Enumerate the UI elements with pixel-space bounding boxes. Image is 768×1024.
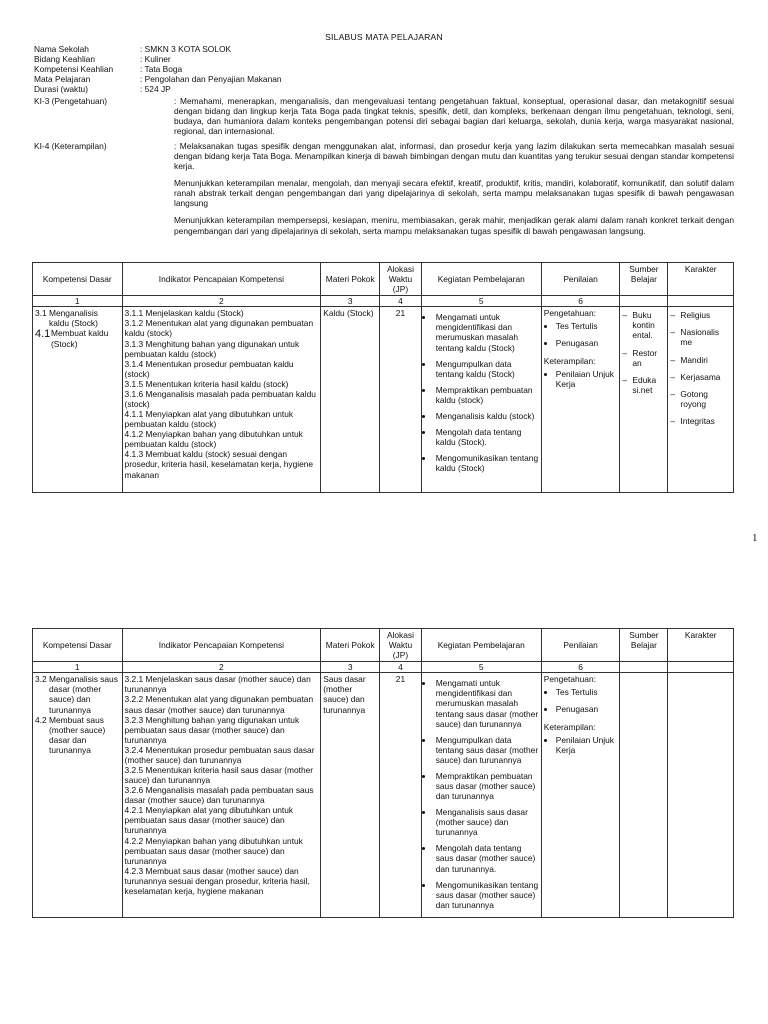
ipk-item: 4.1.2 Menyiapkan bahan yang dibutuhkan untuk pembuatan kaldu (stock) (124, 429, 303, 450)
meta-row (34, 84, 734, 94)
header-ipk: Indikator Pencapaian Kompetensi (122, 629, 321, 662)
column-number: 1 (33, 662, 123, 673)
ipk-item: 4.1.1 Menyiapkan alat yang dibutuhkan untuk pembuatan kaldu (stock) (124, 409, 294, 430)
ki4-paragraph: Menunjukkan keterampilan mempersepsi, kesiapan, meniru, membiasakan, gerak mahir, menjadikan gerak alami dalam ranah konkret terkait dengan pengembangan dari yang dipelajarinya di sekolah, serta mampu melaksanakan tugas spesifik di bawah pengawasan langsung. (174, 215, 734, 236)
header-materi: Materi Pokok (321, 629, 380, 662)
meta-value: : 524 JP (140, 84, 171, 95)
table-row (33, 673, 734, 918)
materi-cell: Saus dasar (mother sauce) dan turunannya (321, 673, 380, 918)
penilaian-item: • Tes Tertulis (556, 321, 618, 331)
kd-item (35, 715, 120, 755)
ki4-text (174, 141, 734, 243)
column-number: 1 (33, 296, 123, 307)
sumber-cell (620, 307, 668, 493)
column-number-row (33, 662, 734, 673)
meta-value: : Pengolahan dan Penyajian Makanan (140, 74, 282, 85)
karakter-item: – Religius (670, 310, 731, 320)
kd-item (35, 328, 120, 348)
penilaian-pengetahuan-label: Pengetahuan: (543, 674, 596, 685)
karakter-item: – Nasionalis me (670, 327, 731, 347)
column-number: 5 (421, 296, 541, 307)
syllabus-table-2 (32, 628, 734, 918)
kd-text: Menganalisis kaldu (Stock) (49, 308, 98, 329)
header-penilaian: Penilaian (541, 629, 620, 662)
ki4-block (34, 141, 734, 243)
penilaian-item: • Tes Tertulis (556, 687, 618, 697)
column-number (620, 296, 668, 307)
meta-label: Mata Pelajaran (34, 74, 91, 85)
ki3-text (174, 96, 734, 143)
penilaian-item: • Penugasan (556, 704, 618, 714)
ipk-cell (122, 307, 321, 493)
ipk-item: 3.2.6 Menganalisis masalah pada pembuatan saus dasar (mother sauce) dan turunannya (124, 785, 314, 806)
kegiatan-item: • Menganalisis kaldu (stock) (434, 411, 539, 421)
penilaian-keterampilan-label: Keterampilan: (543, 355, 596, 366)
page-number: 1 (752, 532, 758, 544)
meta-label: Bidang Keahlian (34, 54, 96, 65)
kegiatan-item: • Mengomunikasikan tentang kaldu (Stock) (434, 453, 539, 473)
kd-number: 4.1 (35, 328, 51, 341)
kd-number: 3.2 (35, 674, 47, 685)
meta-label: Durasi (waktu) (34, 84, 88, 95)
ipk-item: 3.2.2 Menentukan alat yang digunakan pembuatan saus dasar (mother sauce) dan turunannya (124, 694, 314, 715)
header-alokasi: Alokasi Waktu (JP) (380, 629, 421, 662)
ipk-item: 3.1.4 Menentukan prosedur pembuatan kaldu (stock) (124, 358, 294, 379)
meta-row (34, 64, 734, 74)
column-number (668, 662, 734, 673)
materi-cell: Kaldu (Stock) (321, 307, 380, 493)
ipk-item: 3.1.3 Menghitung bahan yang digunakan untuk pembuatan kaldu (stock) (124, 338, 300, 359)
header-kegiatan: Kegiatan Pembelajaran (421, 263, 541, 296)
ipk-item: 3.1.1 Menjelaskan kaldu (Stock) (124, 308, 244, 319)
kd-item (35, 674, 120, 714)
kegiatan-item: • Menganalisis saus dasar (mother sauce) dan turunannya (434, 807, 539, 837)
ipk-item: 3.1.6 Menganalisis masalah pada pembuatan kaldu (stock) (124, 388, 316, 410)
penilaian-item: • Penilaian Unjuk Kerja (556, 369, 618, 389)
header-kegiatan: Kegiatan Pembelajaran (421, 629, 541, 662)
column-number: 2 (122, 662, 321, 673)
ipk-item: 3.2.4 Menentukan prosedur pembuatan saus dasar (mother sauce) dan turunannya (124, 744, 315, 765)
ipk-item: 3.2.5 Menentukan kriteria hasil saus dasar (mother sauce) dan turunannya (124, 765, 314, 786)
document-title: SILABUS MATA PELAJARAN (325, 32, 443, 42)
column-number: 3 (321, 662, 380, 673)
meta-label: Kompetensi Keahlian (34, 64, 114, 75)
document-page-2 (0, 590, 768, 1024)
ipk-item: 4.2.3 Membuat saus dasar (mother sauce) dan turunannya sesuai dengan prosedur, kriteria hasil, keselamatan kerja, hygiene makanan (124, 865, 310, 896)
kegiatan-cell (421, 307, 541, 493)
kegiatan-item: • Mengumpulkan data tentang kaldu (Stock) (434, 359, 539, 379)
column-number: 4 (380, 296, 421, 307)
kegiatan-item: • Mengolah data tentang kaldu (Stock). (434, 427, 539, 447)
column-number: 4 (380, 662, 421, 673)
kd-number: 4.2 (35, 714, 47, 725)
penilaian-keterampilan-label: Keterampilan: (543, 721, 596, 732)
header-sumber: Sumber Belajar (620, 263, 668, 296)
header-kd: Kompetensi Dasar (33, 629, 123, 662)
table-header-row (33, 629, 734, 662)
kegiatan-item: • Mengumpulkan data tentang saus dasar (mother sauce) dan turunannya (434, 735, 539, 765)
meta-row (34, 74, 734, 84)
ipk-item: 4.2.1 Menyiapkan alat yang dibutuhkan untuk pembuatan saus dasar (mother sauce) dan turunannya (124, 805, 294, 836)
penilaian-pengetahuan-label: Pengetahuan: (543, 308, 596, 319)
meta-value: : Tata Boga (140, 64, 183, 75)
kd-number: 3.1 (35, 308, 47, 319)
kd-text: Membuat saus (mother sauce) dasar dan turunannya (49, 714, 106, 755)
ipk-item: 3.1.5 Menentukan kriteria hasil kaldu (stock) (124, 378, 289, 389)
kd-cell (33, 673, 123, 918)
sumber-item: – Eduka si.net (622, 375, 665, 395)
karakter-cell (668, 307, 734, 493)
header-materi: Materi Pokok (321, 263, 380, 296)
kegiatan-item: • Mempraktikan pembuatan saus dasar (mother sauce) dan turunannya (434, 771, 539, 801)
penilaian-item: • Penugasan (556, 338, 618, 348)
column-number: 5 (421, 662, 541, 673)
ipk-item: 4.2.2 Menyiapkan bahan yang dibutuhkan untuk pembuatan saus dasar (mother sauce) dan turunannya (124, 835, 303, 866)
header-kd: Kompetensi Dasar (33, 263, 123, 296)
ipk-item: 4.1.3 Membuat kaldu (stock) sesuai dengan prosedur, kriteria hasil, keselamatan kerja, hygiene makanan (124, 449, 314, 480)
ipk-item: 3.2.1 Menjelaskan saus dasar (mother sauce) dan turunannya (124, 674, 311, 695)
kegiatan-cell (421, 673, 541, 918)
karakter-item: – Integritas (670, 416, 731, 426)
kd-text: Membuat kaldu (Stock) (51, 328, 109, 349)
ipk-item: 3.1.2 Menentukan alat yang digunakan pembuatan kaldu (stock) (124, 318, 314, 339)
meta-row (34, 44, 734, 54)
meta-label: Nama Sekolah (34, 44, 89, 54)
kegiatan-item: • Mengamati untuk mengidentifikasi dan merumuskan masalah tentang saus dasar (mother sauce) dan turunannya (434, 678, 539, 728)
meta-value: : Kuliner (140, 54, 171, 65)
ipk-cell (122, 673, 321, 918)
header-karakter: Karakter (668, 629, 734, 662)
alokasi-cell: 21 (380, 673, 421, 918)
kegiatan-item: • Mengolah data tentang saus dasar (mother sauce) dan turunannya. (434, 843, 539, 873)
karakter-item: – Mandiri (670, 355, 731, 365)
kegiatan-item: • Mengomunikasikan tentang saus dasar (mother sauce) dan turunannya (434, 880, 539, 910)
header-alokasi: Alokasi Waktu (JP) (380, 263, 421, 296)
ki4-paragraph: Menunjukkan keterampilan menalar, mengolah, dan menyaji secara efektif, kreatif, produktif, kritis, mandiri, kolaboratif, komunikatif, dan solutif dalam ranah abstrak terkait dengan pengembangan dari yang dipelajarinya di sekolah, serta mampu melaksanakan tugas spesifik di bawah pengawasan langsung (174, 178, 734, 209)
sumber-cell (620, 673, 668, 918)
penilaian-item: • Penilaian Unjuk Kerja (556, 735, 618, 755)
meta-row (34, 54, 734, 64)
kegiatan-item: • Mempraktikan pembuatan kaldu (stock) (434, 385, 539, 405)
ki3-label: KI-3 (Pengetahuan) (34, 96, 108, 106)
column-number (668, 296, 734, 307)
ki3-block (34, 96, 734, 143)
ki4-paragraph: : Melaksanakan tugas spesifik dengan menggunakan alat, informasi, dan prosedur kerja yang lazim dilakukan serta memecahkan masalah sesuai dengan bidang kerja Tata Boga. Menampilkan kinerja di bawah bimbingan dengan mutu dan kuantitas yang terukur sesuai dengan standar kompetensi kerja. (174, 141, 734, 172)
ipk-item: 3.2.3 Menghitung bahan yang digunakan untuk pembuatan saus dasar (mother sauce) dan turunannya (124, 714, 300, 745)
column-number (620, 662, 668, 673)
sumber-item: – Restor an (622, 348, 665, 368)
header-penilaian: Penilaian (541, 263, 620, 296)
kd-cell (33, 307, 123, 493)
header-sumber: Sumber Belajar (620, 629, 668, 662)
header-karakter: Karakter (668, 263, 734, 296)
penilaian-cell (541, 673, 620, 918)
column-number: 6 (541, 296, 620, 307)
karakter-item: – Gotong royong (670, 389, 731, 409)
column-number: 3 (321, 296, 380, 307)
sumber-item: – Buku kontin ental. (622, 310, 665, 340)
ki3-paragraph: : Memahami, menerapkan, menganalisis, dan mengevaluasi tentang pengetahuan faktual, konseptual, operasional dasar, dan metakognitif sesuai dengan bidang dan lingkup kerja Tata Boga pada tingkat teknis, spesifik, detil, dan kompleks, berkenaan dengan ilmu pengetahuan, teknologi, seni, budaya, dan humaniora dalam konteks pengembangan potensi diri sebagai bagian dari keluarga, sekolah, dunia kerja, warga masyarakat nasional, regional, dan internasional. (174, 96, 734, 137)
column-number: 2 (122, 296, 321, 307)
table-header-row (33, 263, 734, 296)
alokasi-cell: 21 (380, 307, 421, 493)
header-ipk: Indikator Pencapaian Kompetensi (122, 263, 321, 296)
syllabus-table-1 (32, 262, 734, 493)
table-row (33, 307, 734, 493)
school-info (34, 44, 734, 94)
karakter-cell (668, 673, 734, 918)
kegiatan-item: • Mengamati untuk mengidentifikasi dan merumuskan masalah tentang kaldu (Stock) (434, 312, 539, 352)
column-number: 6 (541, 662, 620, 673)
ki4-label: KI-4 (Keterampilan) (34, 141, 107, 151)
penilaian-cell (541, 307, 620, 493)
meta-value: : SMKN 3 KOTA SOLOK (140, 44, 232, 54)
kd-item (35, 308, 120, 328)
karakter-item: – Kerjasama (670, 372, 731, 382)
kd-text: Menganalisis saus dasar (mother sauce) dan turunannya (49, 674, 118, 715)
column-number-row (33, 296, 734, 307)
